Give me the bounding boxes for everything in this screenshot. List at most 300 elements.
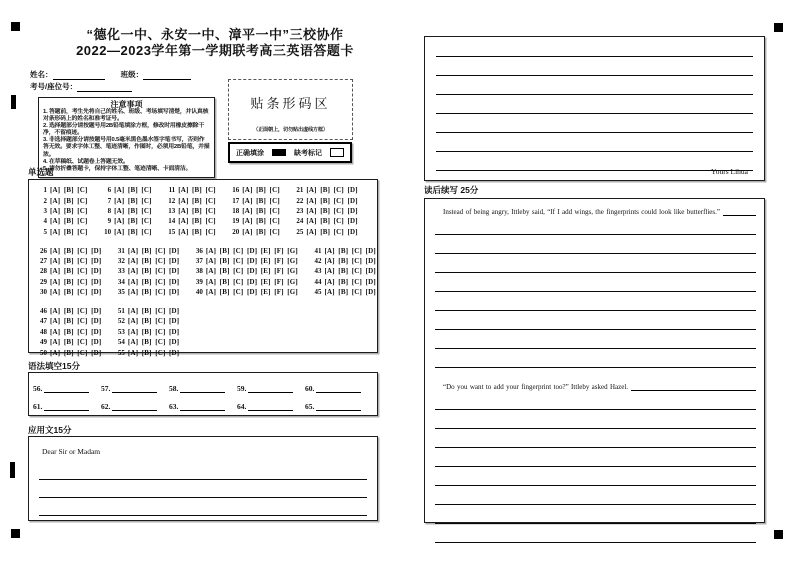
bubble-19-C[interactable]: [C] [269, 217, 280, 226]
bubble-46-B[interactable]: [B] [63, 307, 74, 316]
question-number: 48 [40, 327, 47, 336]
bubble-37-A[interactable]: [A] [205, 257, 217, 266]
bubble-19-B[interactable]: [B] [256, 217, 267, 226]
bubble-9-C[interactable]: [C] [141, 217, 152, 226]
writing-line[interactable] [435, 391, 756, 410]
bubble-34-B[interactable]: [B] [141, 277, 152, 286]
bubble-36-A[interactable]: [A] [205, 246, 217, 255]
bubble-41-C[interactable]: [C] [351, 246, 363, 255]
bubble-9-B[interactable]: [B] [127, 217, 138, 226]
bubble-43-A[interactable]: [A] [324, 267, 335, 276]
bubble-11-C[interactable]: [C] [205, 186, 216, 195]
bubble-40-G[interactable]: [G] [287, 288, 298, 297]
bubble-49-A[interactable]: [A] [50, 338, 61, 347]
bubble-42-A[interactable]: [A] [324, 257, 335, 266]
bubble-40-E[interactable]: [E] [260, 288, 271, 297]
question-number: 7 [107, 196, 112, 205]
bubble-41-A[interactable]: [A] [324, 246, 335, 255]
bubble-32-D[interactable]: [D] [169, 257, 180, 266]
question-47 [36, 317, 105, 325]
bubble-24-D[interactable]: [D] [347, 217, 358, 226]
question-55 [114, 349, 183, 357]
bubble-44-A[interactable]: [A] [324, 277, 335, 286]
bubble-36-G[interactable]: [G] [287, 246, 298, 255]
bubble-42-C[interactable]: [C] [351, 257, 363, 266]
bubble-39-C[interactable]: [C] [233, 277, 244, 286]
bubble-44-D[interactable]: [D] [365, 277, 376, 286]
bubble-39-B[interactable]: [B] [219, 277, 230, 286]
bubble-48-B[interactable]: [B] [63, 327, 74, 336]
barcode-area-hint: （正面朝上，切勿贴出虚线方框） [253, 127, 328, 133]
bubble-18-B[interactable]: [B] [256, 206, 267, 215]
writing-line[interactable] [435, 505, 756, 524]
bubble-38-B[interactable]: [B] [219, 267, 230, 276]
bubble-27-B[interactable]: [B] [63, 257, 74, 266]
bubble-29-D[interactable]: [D] [91, 277, 102, 286]
bubble-44-B[interactable]: [B] [338, 277, 349, 286]
bubble-6-C[interactable]: [C] [141, 186, 152, 195]
bubble-37-D[interactable]: [D] [246, 257, 258, 266]
bubble-51-B[interactable]: [B] [141, 307, 152, 316]
bubble-21-B[interactable]: [B] [320, 186, 331, 195]
bubble-7-A[interactable]: [A] [114, 196, 125, 205]
bubble-23-B[interactable]: [B] [320, 206, 331, 215]
bubble-38-D[interactable]: [D] [246, 267, 258, 276]
bubble-2-B[interactable]: [B] [63, 196, 74, 205]
bubble-40-D[interactable]: [D] [246, 288, 258, 297]
bubble-26-C[interactable]: [C] [77, 246, 88, 255]
question-40 [192, 288, 302, 296]
seat-label: 考号/座位号： [30, 82, 78, 91]
bubble-22-D[interactable]: [D] [347, 196, 358, 205]
bubble-52-A[interactable]: [A] [127, 317, 139, 326]
bubble-16-B[interactable]: [B] [256, 186, 267, 195]
bubble-49-C[interactable]: [C] [77, 338, 88, 347]
bubble-14-B[interactable]: [B] [192, 217, 202, 226]
bubble-47-C[interactable]: [C] [77, 317, 88, 326]
bubble-16-A[interactable]: [A] [242, 186, 253, 195]
writing-line[interactable] [435, 254, 756, 273]
bubble-13-C[interactable]: [C] [205, 206, 216, 215]
bubble-40-B[interactable]: [B] [219, 288, 230, 297]
bubble-24-C[interactable]: [C] [333, 217, 344, 226]
barcode-area-title: 贴条形码区 [250, 96, 331, 111]
bubble-51-D[interactable]: [D] [169, 307, 180, 316]
bubble-54-D[interactable]: [D] [169, 338, 180, 347]
answer-blank[interactable] [248, 384, 293, 393]
bubble-11-A[interactable]: [A] [178, 186, 189, 195]
question-31 [114, 247, 183, 255]
name-field[interactable] [53, 72, 105, 80]
answer-blank[interactable] [723, 207, 756, 216]
bubble-18-A[interactable]: [A] [242, 206, 253, 215]
bubble-37-C[interactable]: [C] [233, 257, 244, 266]
continuation-lines-2[interactable] [435, 391, 756, 543]
bubble-38-E[interactable]: [E] [260, 267, 271, 276]
bubble-49-D[interactable]: [D] [91, 338, 102, 347]
bubble-54-A[interactable]: [A] [127, 338, 139, 347]
question-16 [228, 186, 283, 194]
question-number: 29 [40, 277, 47, 286]
writing-line[interactable] [435, 467, 756, 486]
bubble-49-B[interactable]: [B] [63, 338, 74, 347]
bubble-54-C[interactable]: [C] [155, 338, 166, 347]
letter-writing-lines[interactable] [436, 38, 753, 171]
writing-line[interactable] [436, 38, 753, 57]
grammar-blank-58 [169, 384, 225, 393]
bubble-33-B[interactable]: [B] [141, 267, 152, 276]
writing-line[interactable] [39, 462, 367, 480]
bubble-31-D[interactable]: [D] [169, 246, 180, 255]
bubble-50-A[interactable]: [A] [50, 348, 61, 357]
bubble-35-A[interactable]: [A] [127, 288, 139, 297]
answer-blank[interactable] [316, 402, 361, 411]
bubble-32-A[interactable]: [A] [127, 257, 139, 266]
bubble-47-D[interactable]: [D] [91, 317, 102, 326]
bubble-20-B[interactable]: [B] [256, 227, 267, 236]
bubble-25-C[interactable]: [C] [333, 227, 344, 236]
applied-writing-lines[interactable] [39, 462, 367, 516]
question-number: 28 [40, 267, 47, 276]
bubble-48-A[interactable]: [A] [50, 327, 61, 336]
bubble-54-B[interactable]: [B] [141, 338, 152, 347]
bubble-25-B[interactable]: [B] [320, 227, 331, 236]
bubble-3-B[interactable]: [B] [63, 206, 74, 215]
writing-line[interactable] [435, 311, 756, 330]
bubble-26-B[interactable]: [B] [63, 246, 74, 255]
bubble-26-A[interactable]: [A] [50, 246, 61, 255]
bubble-13-B[interactable]: [B] [192, 206, 202, 215]
answer-blank[interactable] [44, 402, 89, 411]
bubble-32-C[interactable]: [C] [155, 257, 166, 266]
question-number: 11 [168, 186, 176, 195]
bubble-45-A[interactable]: [A] [324, 288, 335, 297]
bubble-9-A[interactable]: [A] [114, 217, 125, 226]
bubble-50-B[interactable]: [B] [63, 348, 74, 357]
bubble-3-C[interactable]: [C] [77, 206, 88, 215]
bubble-39-E[interactable]: [E] [260, 277, 271, 286]
bubble-24-A[interactable]: [A] [306, 217, 317, 226]
bubble-14-A[interactable]: [A] [178, 217, 189, 226]
bubble-38-C[interactable]: [C] [233, 267, 244, 276]
bubble-12-A[interactable]: [A] [178, 196, 189, 205]
bubble-52-D[interactable]: [D] [169, 317, 180, 326]
bubble-3-A[interactable]: [A] [50, 206, 61, 215]
writing-line[interactable] [436, 76, 753, 95]
bubble-53-A[interactable]: [A] [127, 327, 139, 336]
writing-line[interactable] [39, 480, 367, 498]
answer-blank[interactable] [180, 384, 225, 393]
answer-blank[interactable] [631, 382, 756, 391]
bubble-39-D[interactable]: [D] [246, 277, 258, 286]
registration-mark-bottom-right [774, 530, 783, 539]
bubble-39-F[interactable]: [F] [274, 277, 284, 286]
bubble-29-A[interactable]: [A] [50, 277, 61, 286]
bubble-52-B[interactable]: [B] [141, 317, 152, 326]
bubble-36-C[interactable]: [C] [233, 246, 244, 255]
choice-row [36, 256, 377, 266]
bubble-10-B[interactable]: [B] [127, 227, 138, 236]
bubble-33-D[interactable]: [D] [169, 267, 180, 276]
bubble-15-C[interactable]: [C] [205, 227, 216, 236]
writing-line[interactable] [435, 524, 756, 543]
writing-line[interactable] [436, 95, 753, 114]
writing-line[interactable] [435, 273, 756, 292]
question-22 [292, 197, 361, 205]
bubble-8-A[interactable]: [A] [114, 206, 125, 215]
bubble-29-C[interactable]: [C] [77, 277, 88, 286]
question-20 [228, 228, 283, 236]
bubble-1-C[interactable]: [C] [77, 186, 88, 195]
writing-line[interactable] [436, 114, 753, 133]
answer-blank[interactable] [248, 402, 293, 411]
bubble-36-D[interactable]: [D] [246, 246, 258, 255]
bubble-22-B[interactable]: [B] [320, 196, 331, 205]
bubble-24-B[interactable]: [B] [320, 217, 331, 226]
bubble-11-B[interactable]: [B] [192, 186, 202, 195]
writing-line[interactable] [435, 448, 756, 467]
bubble-15-B[interactable]: [B] [192, 227, 202, 236]
bubble-45-D[interactable]: [D] [365, 288, 376, 297]
bubble-51-A[interactable]: [A] [127, 307, 139, 316]
question-4 [36, 217, 91, 225]
blank-number: 64. [237, 402, 247, 411]
bubble-39-G[interactable]: [G] [287, 277, 298, 286]
bubble-14-C[interactable]: [C] [205, 217, 216, 226]
writing-line[interactable] [435, 486, 756, 505]
question-number: 32 [117, 257, 125, 266]
bubble-32-B[interactable]: [B] [141, 257, 152, 266]
bubble-40-A[interactable]: [A] [205, 288, 217, 297]
writing-line[interactable] [436, 152, 753, 171]
bubble-52-C[interactable]: [C] [155, 317, 166, 326]
bubble-46-D[interactable]: [D] [91, 307, 102, 316]
bubble-30-B[interactable]: [B] [63, 288, 74, 297]
writing-line[interactable] [435, 216, 756, 235]
bubble-5-B[interactable]: [B] [63, 227, 74, 236]
bubble-45-B[interactable]: [B] [338, 288, 349, 297]
bubble-42-D[interactable]: [D] [365, 257, 376, 266]
question-54 [114, 338, 183, 346]
bubble-16-C[interactable]: [C] [269, 186, 280, 195]
bubble-25-D[interactable]: [D] [347, 227, 358, 236]
bubble-35-D[interactable]: [D] [169, 288, 180, 297]
bubble-46-A[interactable]: [A] [50, 307, 61, 316]
blank-number: 61. [33, 402, 43, 411]
bubble-1-A[interactable]: [A] [50, 186, 61, 195]
bubble-7-B[interactable]: [B] [127, 196, 138, 205]
bubble-17-A[interactable]: [A] [242, 196, 253, 205]
bubble-43-D[interactable]: [D] [365, 267, 376, 276]
bubble-12-C[interactable]: [C] [205, 196, 216, 205]
bubble-27-A[interactable]: [A] [50, 257, 61, 266]
bubble-27-D[interactable]: [D] [91, 257, 102, 266]
bubble-38-F[interactable]: [F] [274, 267, 284, 276]
bubble-55-B[interactable]: [B] [141, 348, 152, 357]
bubble-37-E[interactable]: [E] [260, 257, 271, 266]
writing-line[interactable] [435, 330, 756, 349]
answer-blank[interactable] [316, 384, 361, 393]
writing-line[interactable] [435, 349, 756, 368]
bubble-21-C[interactable]: [C] [333, 186, 344, 195]
writing-line[interactable] [435, 235, 756, 254]
choice-answer-box [28, 179, 378, 357]
question-number: 10 [104, 227, 112, 236]
seat-field[interactable] [77, 84, 132, 92]
bubble-37-B[interactable]: [B] [219, 257, 230, 266]
bubble-4-B[interactable]: [B] [63, 217, 74, 226]
question-number: 16 [232, 186, 240, 195]
choice-row [36, 347, 377, 357]
bubble-31-C[interactable]: [C] [155, 246, 166, 255]
bubble-28-D[interactable]: [D] [91, 267, 102, 276]
bubble-23-D[interactable]: [D] [347, 206, 358, 215]
bubble-51-C[interactable]: [C] [155, 307, 166, 316]
answer-blank[interactable] [112, 384, 157, 393]
bubble-5-C[interactable]: [C] [77, 227, 88, 236]
bubble-35-B[interactable]: [B] [141, 288, 152, 297]
bubble-36-E[interactable]: [E] [260, 246, 271, 255]
prompt-sentence-2: “Do you want to add your fingerprint too?” Ittleby asked Hazel. [443, 383, 629, 391]
bubble-2-C[interactable]: [C] [77, 196, 88, 205]
class-field[interactable] [143, 72, 191, 80]
bubble-50-C[interactable]: [C] [77, 348, 88, 357]
question-number: 13 [168, 206, 176, 215]
notice-item: 4. 在草稿纸、试题卷上答题无效。 [43, 158, 129, 165]
bubble-1-B[interactable]: [B] [63, 186, 74, 195]
question-number: 35 [117, 288, 125, 297]
bubble-26-D[interactable]: [D] [91, 246, 102, 255]
empty-mark-icon[interactable] [330, 148, 344, 157]
bubble-48-D[interactable]: [D] [91, 327, 102, 336]
bubble-36-B[interactable]: [B] [219, 246, 230, 255]
bubble-5-A[interactable]: [A] [50, 227, 61, 236]
bubble-22-A[interactable]: [A] [306, 196, 317, 205]
bubble-31-A[interactable]: [A] [127, 246, 139, 255]
bubble-4-A[interactable]: [A] [50, 217, 61, 226]
bubble-23-C[interactable]: [C] [333, 206, 344, 215]
bubble-2-A[interactable]: [A] [50, 196, 61, 205]
bubble-4-C[interactable]: [C] [77, 217, 88, 226]
bubble-6-A[interactable]: [A] [114, 186, 125, 195]
bubble-21-D[interactable]: [D] [347, 186, 358, 195]
bubble-45-C[interactable]: [C] [351, 288, 363, 297]
bubble-53-B[interactable]: [B] [141, 327, 152, 336]
question-number: 44 [314, 277, 322, 286]
bubble-41-B[interactable]: [B] [338, 246, 349, 255]
bubble-20-C[interactable]: [C] [269, 227, 280, 236]
question-33 [114, 267, 183, 275]
bubble-12-B[interactable]: [B] [192, 196, 202, 205]
bubble-41-D[interactable]: [D] [365, 246, 376, 255]
bubble-42-B[interactable]: [B] [338, 257, 349, 266]
bubble-28-A[interactable]: [A] [50, 267, 61, 276]
continuation-lines-1[interactable] [435, 216, 756, 368]
question-2 [36, 197, 91, 205]
bubble-15-A[interactable]: [A] [178, 227, 189, 236]
bubble-6-B[interactable]: [B] [127, 186, 138, 195]
bubble-28-C[interactable]: [C] [77, 267, 88, 276]
bubble-44-C[interactable]: [C] [351, 277, 363, 286]
bubble-19-A[interactable]: [A] [242, 217, 253, 226]
bubble-25-A[interactable]: [A] [306, 227, 317, 236]
writing-line[interactable] [435, 292, 756, 311]
bubble-10-C[interactable]: [C] [141, 227, 152, 236]
bubble-40-C[interactable]: [C] [233, 288, 244, 297]
registration-mark-bottom-left [11, 529, 20, 538]
bubble-31-B[interactable]: [B] [141, 246, 152, 255]
question-29 [36, 278, 105, 286]
bubble-30-C[interactable]: [C] [77, 288, 88, 297]
bubble-8-C[interactable]: [C] [141, 206, 152, 215]
bubble-55-A[interactable]: [A] [127, 348, 139, 357]
bubble-17-B[interactable]: [B] [256, 196, 267, 205]
bubble-48-C[interactable]: [C] [77, 327, 88, 336]
bubble-34-D[interactable]: [D] [169, 277, 180, 286]
bubble-21-A[interactable]: [A] [306, 186, 317, 195]
question-number: 3 [43, 206, 47, 215]
bubble-37-G[interactable]: [G] [287, 257, 298, 266]
bubble-55-C[interactable]: [C] [155, 348, 166, 357]
bubble-37-F[interactable]: [F] [274, 257, 284, 266]
bubble-36-F[interactable]: [F] [274, 246, 284, 255]
bubble-53-D[interactable]: [D] [169, 327, 180, 336]
writing-line[interactable] [435, 410, 756, 429]
registration-mark-top-right [774, 23, 783, 32]
bubble-55-D[interactable]: [D] [169, 348, 180, 357]
bubble-47-A[interactable]: [A] [50, 317, 61, 326]
bubble-18-C[interactable]: [C] [269, 206, 280, 215]
answer-blank[interactable] [44, 384, 89, 393]
bubble-43-C[interactable]: [C] [351, 267, 363, 276]
bubble-30-D[interactable]: [D] [91, 288, 102, 297]
bubble-23-A[interactable]: [A] [306, 206, 317, 215]
bubble-8-B[interactable]: [B] [127, 206, 138, 215]
bubble-39-A[interactable]: [A] [205, 277, 217, 286]
bubble-27-C[interactable]: [C] [77, 257, 88, 266]
bubble-13-A[interactable]: [A] [178, 206, 189, 215]
bubble-43-B[interactable]: [B] [338, 267, 349, 276]
bubble-47-B[interactable]: [B] [63, 317, 74, 326]
bubble-28-B[interactable]: [B] [63, 267, 74, 276]
writing-line[interactable] [435, 429, 756, 448]
bubble-30-A[interactable]: [A] [50, 288, 61, 297]
bubble-53-C[interactable]: [C] [155, 327, 166, 336]
grammar-blank-59 [237, 384, 293, 393]
bubble-7-C[interactable]: [C] [141, 196, 152, 205]
bubble-10-A[interactable]: [A] [114, 227, 125, 236]
answer-blank[interactable] [180, 402, 225, 411]
bubble-29-B[interactable]: [B] [63, 277, 74, 286]
bubble-35-C[interactable]: [C] [155, 288, 166, 297]
bubble-38-G[interactable]: [G] [287, 267, 298, 276]
bubble-33-C[interactable]: [C] [155, 267, 166, 276]
bubble-34-C[interactable]: [C] [155, 277, 166, 286]
bubble-17-C[interactable]: [C] [269, 196, 280, 205]
bubble-38-A[interactable]: [A] [205, 267, 217, 276]
bubble-40-F[interactable]: [F] [274, 288, 284, 297]
bubble-33-A[interactable]: [A] [127, 267, 139, 276]
bubble-50-D[interactable]: [D] [91, 348, 102, 357]
bubble-22-C[interactable]: [C] [333, 196, 344, 205]
bubble-20-A[interactable]: [A] [242, 227, 253, 236]
writing-line[interactable] [436, 133, 753, 152]
bubble-46-C[interactable]: [C] [77, 307, 88, 316]
writing-line[interactable] [436, 57, 753, 76]
answer-blank[interactable] [112, 402, 157, 411]
writing-line[interactable] [39, 498, 367, 516]
bubble-34-A[interactable]: [A] [127, 277, 139, 286]
